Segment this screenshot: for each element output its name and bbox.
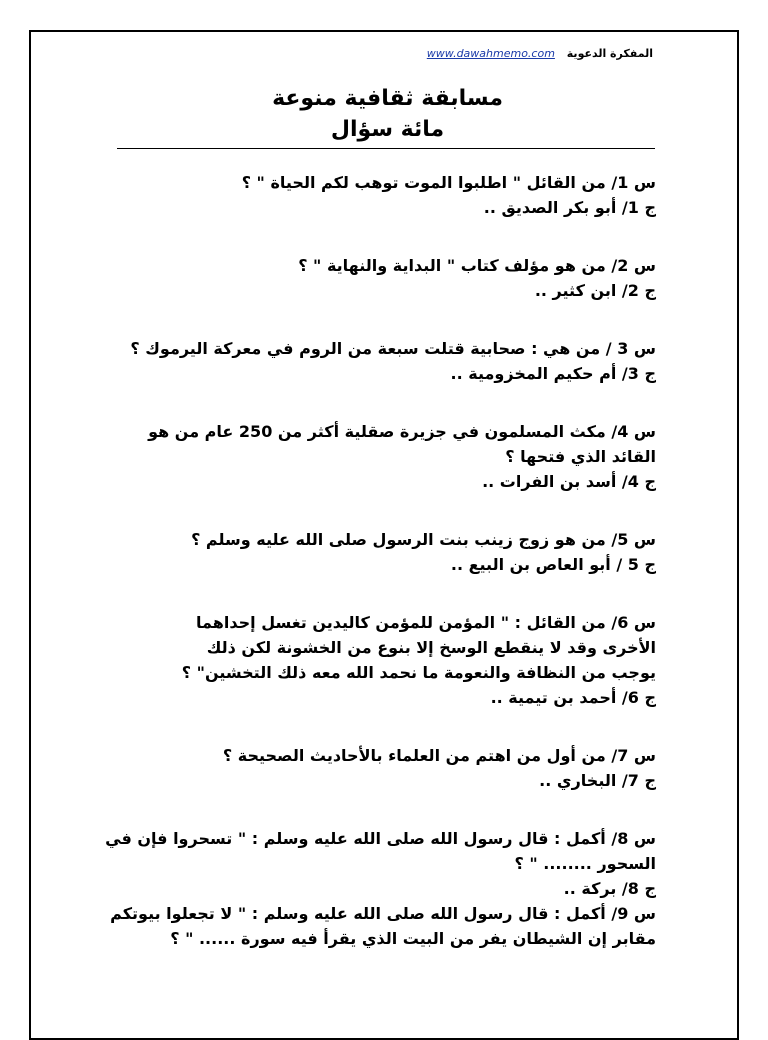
site-url-link[interactable]: www.dawahmemo.com: [426, 47, 555, 60]
question-line: س 7/ من أول من اهتم من العلماء بالأحاديث الصحيحة ؟: [222, 746, 656, 765]
question-line: س 3 / من هي : صحابية قتلت سبعة من الروم في معركة اليرموك ؟: [130, 339, 656, 358]
page-header: [427, 47, 653, 60]
answer-line: ج 7/ البخاري ..: [539, 771, 656, 790]
answer-line: ج 5 / أبو العاص بن البيع ..: [450, 555, 656, 574]
question-line: س 1/ من القائل " اطلبوا الموت توهب لكم الحياة " ؟: [241, 173, 656, 192]
question-line: السحور ........ " ؟: [514, 854, 656, 873]
qa-item: [110, 253, 656, 303]
qa-item: [110, 336, 656, 386]
qa-item: [110, 610, 656, 710]
qa-list: [105, 170, 656, 951]
question-line: س 9/ أكمل : قال رسول الله صلى الله عليه وسلم : " لا تجعلوا بيوتكم: [110, 904, 656, 923]
title-underline: [117, 148, 655, 149]
answer-line: ج 4/ أسد بن الفرات ..: [482, 472, 656, 491]
answer-line: ج 6/ أحمد بن تيمية ..: [490, 688, 656, 707]
qa-item: [110, 901, 656, 951]
question-line: مقابر إن الشيطان يفر من البيت الذي يقرأ فيه سورة ...... " ؟: [170, 929, 656, 948]
question-line: القائد الذي فتحها ؟: [505, 447, 656, 466]
question-line: س 6/ من القائل : " المؤمن للمؤمن كاليدين تغسل إحداهما: [196, 613, 656, 632]
qa-item: [105, 826, 656, 901]
page-subtitle: مائة سؤال: [330, 117, 445, 142]
question-line: س 2/ من هو مؤلف كتاب " البداية والنهاية " ؟: [298, 256, 656, 275]
answer-line: ج 2/ ابن كثير ..: [534, 281, 656, 300]
question-line: الأخرى وقد لا ينقطع الوسخ إلا بنوع من الخشونة لكن ذلك: [206, 638, 656, 657]
site-name: المفكرة الدعوية: [566, 47, 653, 60]
page-title: مسابقة ثقافية منوعة: [272, 86, 503, 111]
qa-item: [110, 743, 656, 793]
qa-item: [110, 170, 656, 220]
question-line: س 4/ مكث المسلمون في جزيرة صقلية أكثر من 250 عام من هو: [148, 422, 656, 441]
answer-line: ج 8/ بركة ..: [563, 879, 656, 898]
question-line: س 8/ أكمل : قال رسول الله صلى الله عليه وسلم : " تسحروا فإن في: [105, 829, 656, 848]
question-line: يوجب من النظافة والنعومة ما نحمد الله معه ذلك التخشين" ؟: [181, 663, 656, 682]
answer-line: ج 1/ أبو بكر الصديق ..: [483, 198, 656, 217]
question-line: س 5/ من هو زوج زينب بنت الرسول صلى الله عليه وسلم ؟: [191, 530, 656, 549]
qa-item: [110, 419, 656, 494]
qa-item: [110, 527, 656, 577]
answer-line: ج 3/ أم حكيم المخزومية ..: [450, 364, 656, 383]
